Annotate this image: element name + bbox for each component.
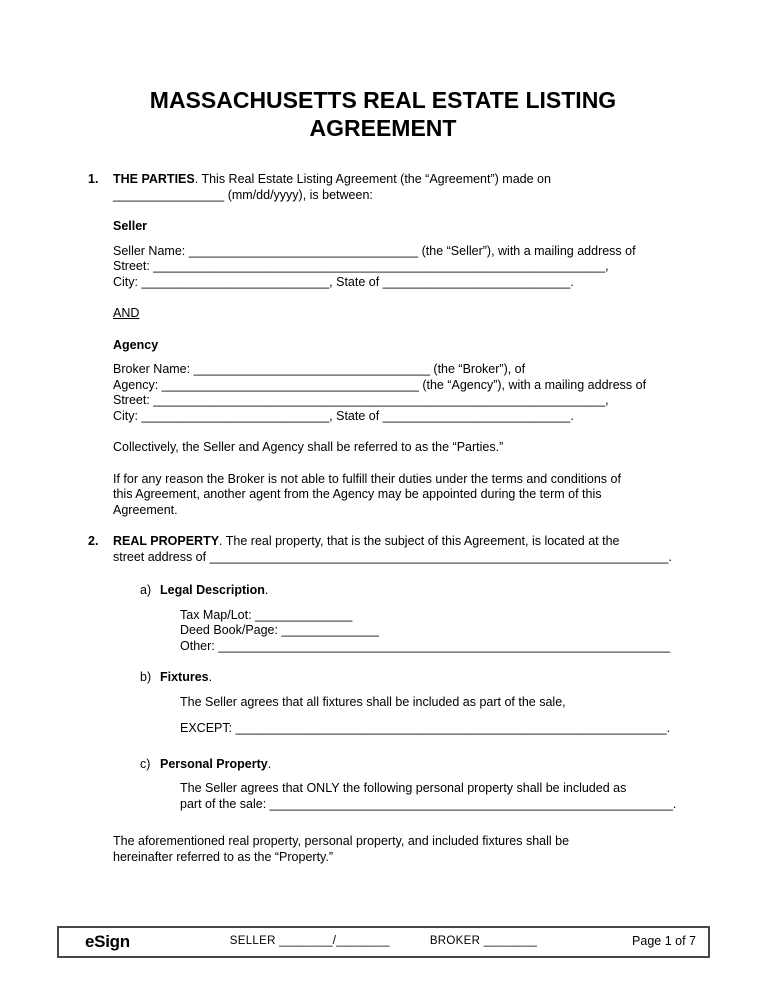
agency-street-line: Street: _________________________________________________________________,	[113, 393, 609, 407]
broker-fulfill-paragraph	[113, 472, 678, 519]
sub-a-marker: a)	[140, 583, 152, 597]
seller-heading: Seller	[113, 219, 148, 233]
page-footer	[57, 926, 710, 958]
section-real-property	[88, 534, 678, 865]
document-title: MASSACHUSETTS REAL ESTATE LISTING AGREEMENT	[149, 87, 617, 141]
fixtures-heading: Fixtures	[160, 670, 209, 684]
agency-name-line: Agency: _____________________________________ (the “Agency”), with a mailing address of	[113, 377, 647, 392]
sub-c-marker: c)	[140, 756, 151, 771]
footer-broker-initials: BROKER ________	[429, 935, 538, 948]
seller-city-state-line: City: ___________________________, State of ___________________________.	[113, 274, 574, 289]
section-2-intro-line1	[113, 534, 678, 550]
personal-property-body	[180, 781, 678, 812]
section-1-heading: THE PARTIES	[113, 172, 195, 186]
seller-name-line: Seller Name: _________________________________ (the “Seller”), with a mailing address of	[113, 243, 636, 258]
section-2-number: 2.	[88, 534, 99, 548]
fixtures-body	[180, 695, 678, 737]
section-2-body	[113, 534, 678, 865]
tax-map-lot-line: Tax Map/Lot: ______________	[180, 607, 353, 622]
fulfill-line-3: Agreement.	[113, 502, 178, 517]
footer-page-number: Page 1 of 7	[632, 934, 696, 949]
section-1-intro-line2: ________________ (mm/dd/yyyy), is between:	[113, 187, 373, 202]
esign-logo: eSign	[85, 932, 130, 952]
fulfill-line-1: If for any reason the Broker is not able to fulfill their duties under the terms and conditions of	[113, 471, 621, 486]
personal-property-line2: part of the sale: __________________________________________________________.	[180, 796, 677, 811]
legal-description-heading-line	[140, 583, 678, 599]
agency-city-state-line: City: ___________________________, State of ___________________________.	[113, 408, 574, 423]
personal-property-period: .	[267, 756, 272, 771]
section-1-intro-line1	[113, 172, 678, 188]
collectively-paragraph: Collectively, the Seller and Agency shall be referred to as the “Parties.”	[113, 440, 504, 454]
other-line: Other: _________________________________________________________________	[180, 638, 671, 653]
except-line: EXCEPT: ______________________________________________________________.	[180, 721, 671, 735]
deed-book-page-line: Deed Book/Page: ______________	[180, 623, 379, 637]
section-2-heading: REAL PROPERTY	[113, 534, 220, 548]
section-1-number: 1.	[88, 172, 99, 186]
closing-line-2: hereinafter referred to as the “Property.”	[113, 849, 334, 864]
section-1-body	[113, 172, 678, 518]
fixtures-body-line: The Seller agrees that all fixtures shall be included as part of the sale,	[180, 694, 566, 709]
sub-b-marker: b)	[140, 670, 152, 684]
section-the-parties	[88, 172, 678, 518]
section-1-intro-rest: . This Real Estate Listing Agreement (the “Agreement”) made on	[194, 172, 551, 186]
personal-property-heading-line	[140, 757, 678, 773]
legal-description-period: .	[264, 583, 269, 597]
fulfill-line-2: this Agreement, another agent from the Agency may be appointed during the term of this	[113, 487, 602, 501]
personal-property-line1: The Seller agrees that ONLY the following personal property shall be included as	[180, 781, 627, 795]
and-connector: AND	[113, 306, 140, 320]
property-closing-paragraph	[113, 834, 678, 865]
fixtures-heading-line	[140, 670, 678, 686]
fixtures-period: .	[208, 670, 213, 684]
legal-description-body	[180, 608, 678, 655]
legal-description-heading: Legal Description	[160, 583, 265, 597]
seller-street-line: Street: _________________________________________________________________,	[113, 259, 609, 273]
closing-line-1: The aforementioned real property, personal property, and included fixtures shall be	[113, 834, 570, 848]
section-2-intro-line2: street address of __________________________________________________________________.	[113, 549, 672, 564]
footer-seller-initials: SELLER ________/________	[229, 935, 390, 948]
personal-property-heading: Personal Property	[160, 756, 268, 771]
broker-name-line: Broker Name: __________________________________ (the “Broker”), of	[113, 362, 526, 376]
section-2-intro-rest: . The real property, that is the subject of this Agreement, is located at the	[219, 534, 620, 548]
agency-heading: Agency	[113, 337, 159, 352]
